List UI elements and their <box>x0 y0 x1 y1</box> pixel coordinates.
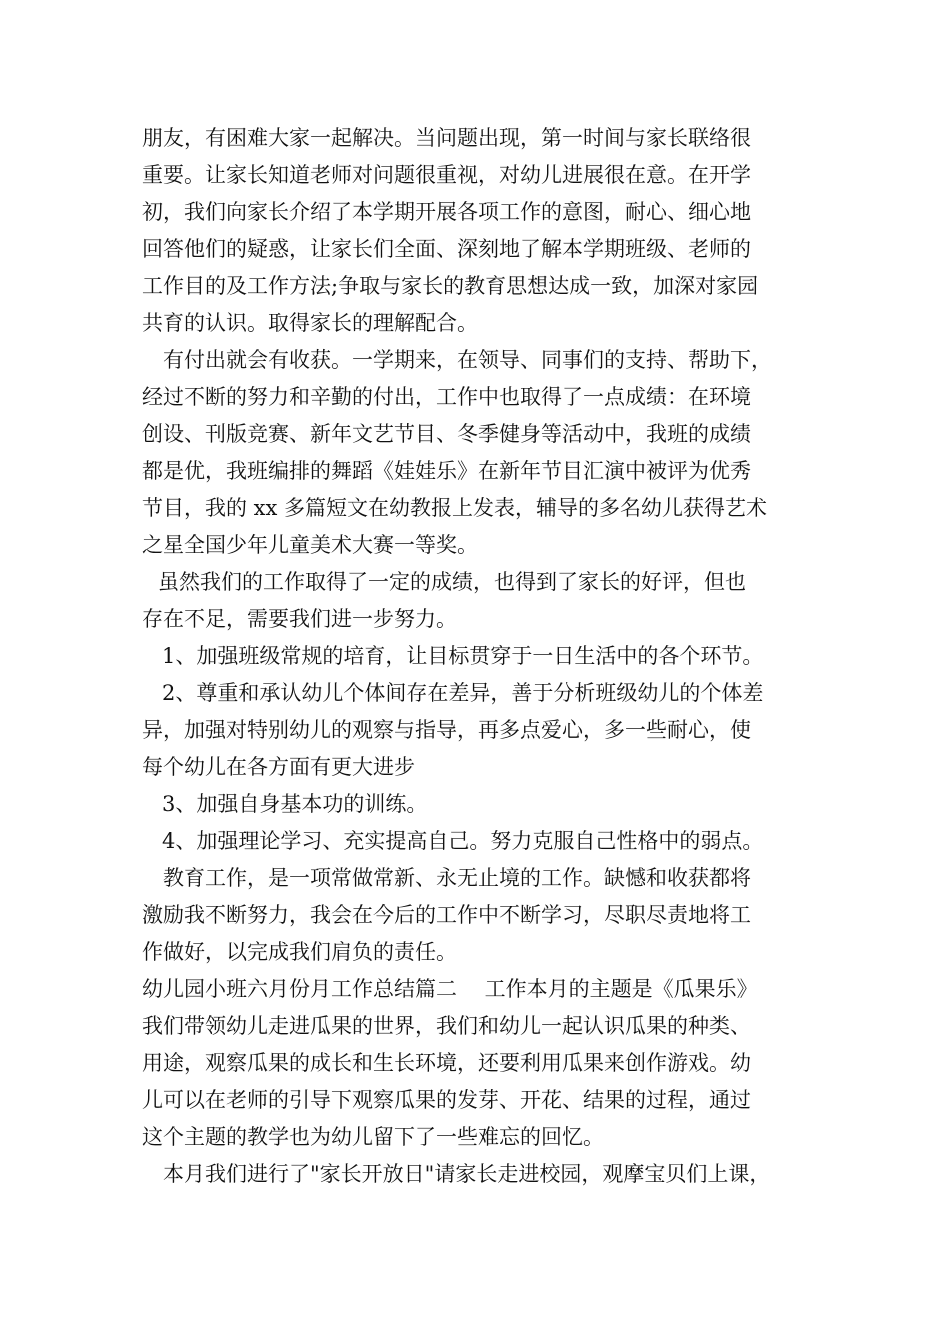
text-line: 创设、刊版竞赛、新年文艺节目、冬季健身等活动中，我班的成绩 <box>142 422 751 446</box>
text-line: 儿可以在老师的引导下观察瓜果的发芽、开花、结果的过程，通过 <box>142 1088 751 1112</box>
text-line: 作做好，以完成我们肩负的责任。 <box>142 940 457 964</box>
paragraph-start-line: 本月我们进行了"家长开放日"请家长走进校园，观摩宝贝们上课， <box>163 1162 771 1186</box>
text-line: 每个幼儿在各方面有更大进步 <box>142 755 415 779</box>
list-item-line: 1、加强班级常规的培育，让目标贯穿于一日生活中的各个环节。 <box>162 644 764 668</box>
text-line: 工作目的及工作方法;争取与家长的教育思想达成一致，加深对家园 <box>142 274 759 298</box>
list-item-line: 4、加强理论学习、充实提高自己。努力克服自己性格中的弱点。 <box>162 829 764 853</box>
text-line: 激励我不断努力，我会在今后的工作中不断学习，尽职尽责地将工 <box>142 903 751 927</box>
text-line: 重要。让家长知道老师对问题很重视，对幼儿进展很在意。在开学 <box>142 163 751 187</box>
paragraph-start-line: 虽然我们的工作取得了一定的成绩，也得到了家长的好评，但也 <box>158 570 746 594</box>
text-line: 异，加强对特别幼儿的观察与指导，再多点爱心，多一些耐心，使 <box>142 718 751 742</box>
text-line: 经过不断的努力和辛勤的付出，工作中也取得了一点成绩：在环境 <box>142 385 751 409</box>
paragraph-start-line: 教育工作，是一项常做常新、永无止境的工作。缺憾和收获都将 <box>163 866 751 890</box>
text-line: 节目，我的 xx 多篇短文在幼教报上发表，辅导的多名幼儿获得艺术 <box>142 496 768 520</box>
text-line: 用途，观察瓜果的成长和生长环境，还要利用瓜果来创作游戏。幼 <box>142 1051 751 1075</box>
list-item-line: 2、尊重和承认幼儿个体间存在差异，善于分析班级幼儿的个体差 <box>162 681 764 705</box>
text-line: 共育的认识。取得家长的理解配合。 <box>142 311 478 335</box>
text-line: 之星全国少年儿童美术大赛一等奖。 <box>142 533 478 557</box>
text-line: 初，我们向家长介绍了本学期开展各项工作的意图，耐心、细心地 <box>142 200 751 224</box>
text-line: 都是优，我班编排的舞蹈《娃娃乐》在新年节目汇演中被评为优秀 <box>142 459 751 483</box>
text-line: 我们带领幼儿走进瓜果的世界，我们和幼儿一起认识瓜果的种类、 <box>142 1014 751 1038</box>
paragraph-start-line: 有付出就会有收获。一学期来，在领导、同事们的支持、帮助下， <box>163 348 772 372</box>
text-line: 回答他们的疑惑，让家长们全面、深刻地了解本学期班级、老师的 <box>142 237 751 261</box>
text-line: 这个主题的教学也为幼儿留下了一些难忘的回忆。 <box>142 1125 604 1149</box>
text-line: 朋友，有困难大家一起解决。当问题出现，第一时间与家长联络很 <box>142 126 751 150</box>
list-item-line: 3、加强自身基本功的训练。 <box>162 792 428 816</box>
document-body <box>142 120 822 1193</box>
text-line: 存在不足，需要我们进一步努力。 <box>142 607 457 631</box>
section-heading-line: 幼儿园小班六月份月工作总结篇二 工作本月的主题是《瓜果乐》 <box>142 977 758 1001</box>
